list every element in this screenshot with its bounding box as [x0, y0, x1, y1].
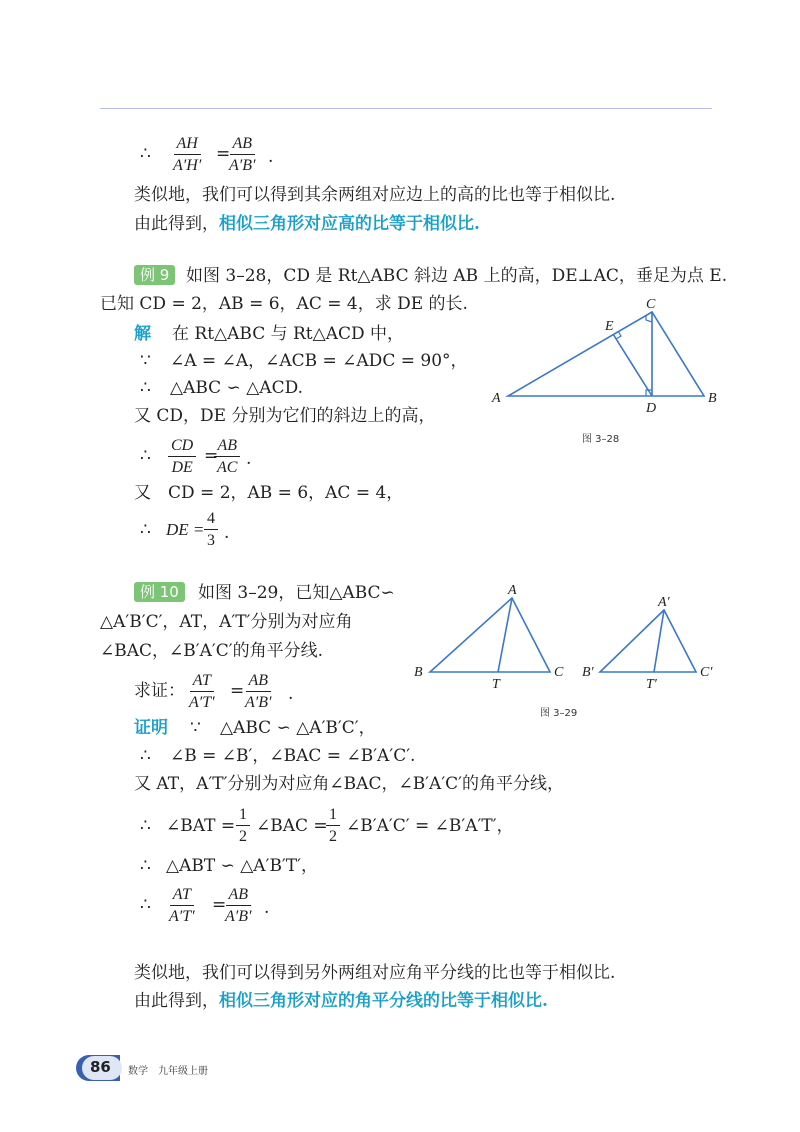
ex10-proof-step4c: ∠B′A′C′ = ∠B′A′T′， [346, 816, 514, 836]
ratio-ab-ac: $\frac{AB}{AC}$ [214, 436, 240, 477]
period: . [288, 684, 294, 704]
figure-3-29 [410, 584, 726, 694]
example-10-problem-line3: ∠BAC，∠B′A′C′的角平分线. [100, 641, 324, 661]
conclusion-heights [134, 213, 480, 235]
half-fraction-2: $\frac{1}{2}$ [326, 805, 340, 846]
proof-label: 证明 [134, 718, 168, 738]
period: . [264, 898, 270, 918]
label-a: A [508, 584, 517, 598]
answer-fraction: $\frac{4}{3}$ [204, 509, 218, 550]
similar-heights-text: 类似地，我们可以得到其余两组对应边上的高的比也等于相似比. [134, 185, 616, 205]
ratio-ab: $\frac{AB}{A'B'}$ [229, 135, 256, 174]
conclusion-bisectors [134, 990, 548, 1012]
equals-sign: = [216, 144, 231, 164]
figure-3-29-caption: 图 3–29 [540, 708, 578, 719]
ex9-step1: 在 Rt△ABC 与 Rt△ACD 中， [172, 324, 405, 344]
ex10-proof-step4a: ∠BAT = [166, 816, 236, 836]
ratio-cd-de: $\frac{CD}{DE}$ [168, 436, 196, 477]
ex10-proof-step2: ∠B = ∠B′，∠BAC = ∠B′A′C′. [170, 746, 416, 766]
ex10-proof-step4b: ∠BAC = [256, 816, 328, 836]
period: . [246, 449, 252, 469]
ex9-step6: 又 CD = 2，AB = 6，AC = 4， [134, 483, 404, 503]
therefore-symbol: ∴ [140, 895, 151, 915]
therefore-symbol: ∴ [140, 856, 151, 876]
equals-sign: = [204, 446, 219, 466]
because-symbol: ∵ [140, 351, 151, 371]
label-b-prime: B′ [582, 665, 594, 680]
half-fraction-1: $\frac{1}{2}$ [236, 805, 250, 846]
because-symbol: ∵ [190, 718, 201, 738]
solution-label: 解 [134, 324, 151, 344]
prove-label: 求证： [134, 681, 185, 701]
page-number: 86 [90, 1058, 111, 1076]
figure-3-28 [486, 296, 726, 416]
therefore-symbol: ∴ [140, 816, 151, 836]
therefore-symbol: ∴ [140, 746, 151, 766]
example-10-badge: 例 10 [134, 582, 185, 602]
therefore-symbol: ∴ [140, 378, 151, 398]
label-c: C [554, 665, 564, 680]
theorem-bisectors: 相似三角形对应的角平分线的比等于相似比. [219, 991, 548, 1011]
label-e: E [605, 319, 614, 334]
ex10-proof-step3: 又 AT，A′T′分别为对应角∠BAC，∠B′A′C′的角平分线， [134, 774, 565, 794]
label-d: D [646, 401, 657, 416]
prove-ratio-ab: $\frac{AB}{A'B'}$ [245, 672, 272, 711]
equals-sign: = [230, 681, 245, 701]
header-rule [100, 108, 712, 109]
label-c-prime: C′ [700, 665, 713, 680]
triangle-abc [430, 598, 550, 672]
ex10-proof-step5: △ABT ∽ △A′B′T′， [166, 856, 318, 876]
perpendicular-de [613, 334, 652, 396]
therefore-symbol: ∴ [140, 446, 151, 466]
book-title: 数学 九年级上册 [128, 1066, 208, 1077]
therefore-symbol: ∴ [140, 520, 151, 540]
ratio-ah: $\frac{AH}{A'H'}$ [173, 135, 202, 174]
conclusion-prefix: 由此得到， [134, 991, 219, 1011]
period: . [224, 523, 230, 543]
final-ratio-ab: $\frac{AB}{A'B'}$ [225, 886, 252, 925]
conclusion-prefix: 由此得到， [134, 214, 219, 234]
label-t-prime: T′ [646, 677, 657, 692]
right-angle-c [646, 316, 652, 322]
label-c: C [646, 297, 656, 312]
example-10-problem-line2: △A′B′C′，AT，A′T′分别为对应角 [100, 612, 353, 632]
figure-3-28-caption: 图 3–28 [582, 434, 620, 445]
therefore-symbol: ∴ [140, 144, 151, 164]
example-9-problem-line1: 如图 3–28，CD 是 Rt△ABC 斜边 AB 上的高，DE⊥AC，垂足为点 E. [186, 266, 728, 286]
example-10-problem-line1: 如图 3–29，已知△ABC∽ [198, 583, 395, 603]
label-t: T [492, 677, 500, 692]
theorem-heights: 相似三角形对应高的比等于相似比. [219, 214, 480, 234]
label-b: B [414, 665, 423, 680]
example-9-problem-line2: 已知 CD = 2，AB = 6，AC = 4，求 DE 的长. [100, 294, 468, 314]
label-a-prime: A′ [658, 595, 670, 610]
triangle-a2b2c2 [600, 610, 696, 672]
ex10-proof-step1: △ABC ∽ △A′B′C′， [220, 718, 376, 738]
label-b: B [708, 391, 717, 406]
period: . [268, 147, 274, 167]
ex9-step3: △ABC ∽ △ACD. [170, 378, 304, 398]
final-ratio-at: $\frac{AT}{A'T'}$ [169, 886, 195, 925]
label-a: A [492, 391, 501, 406]
similar-bisectors-text: 类似地，我们可以得到另外两组对应角平分线的比也等于相似比. [134, 963, 616, 983]
prove-ratio-at: $\frac{AT}{A'T'}$ [189, 672, 215, 711]
ex9-answer-prefix: DE = [166, 520, 205, 539]
example-9-badge: 例 9 [134, 265, 175, 285]
ex9-step2: ∠A = ∠A，∠ACB = ∠ADC = 90°， [170, 351, 468, 371]
equals-sign: = [212, 895, 227, 915]
ex9-step4: 又 CD，DE 分别为它们的斜边上的高， [134, 406, 436, 426]
